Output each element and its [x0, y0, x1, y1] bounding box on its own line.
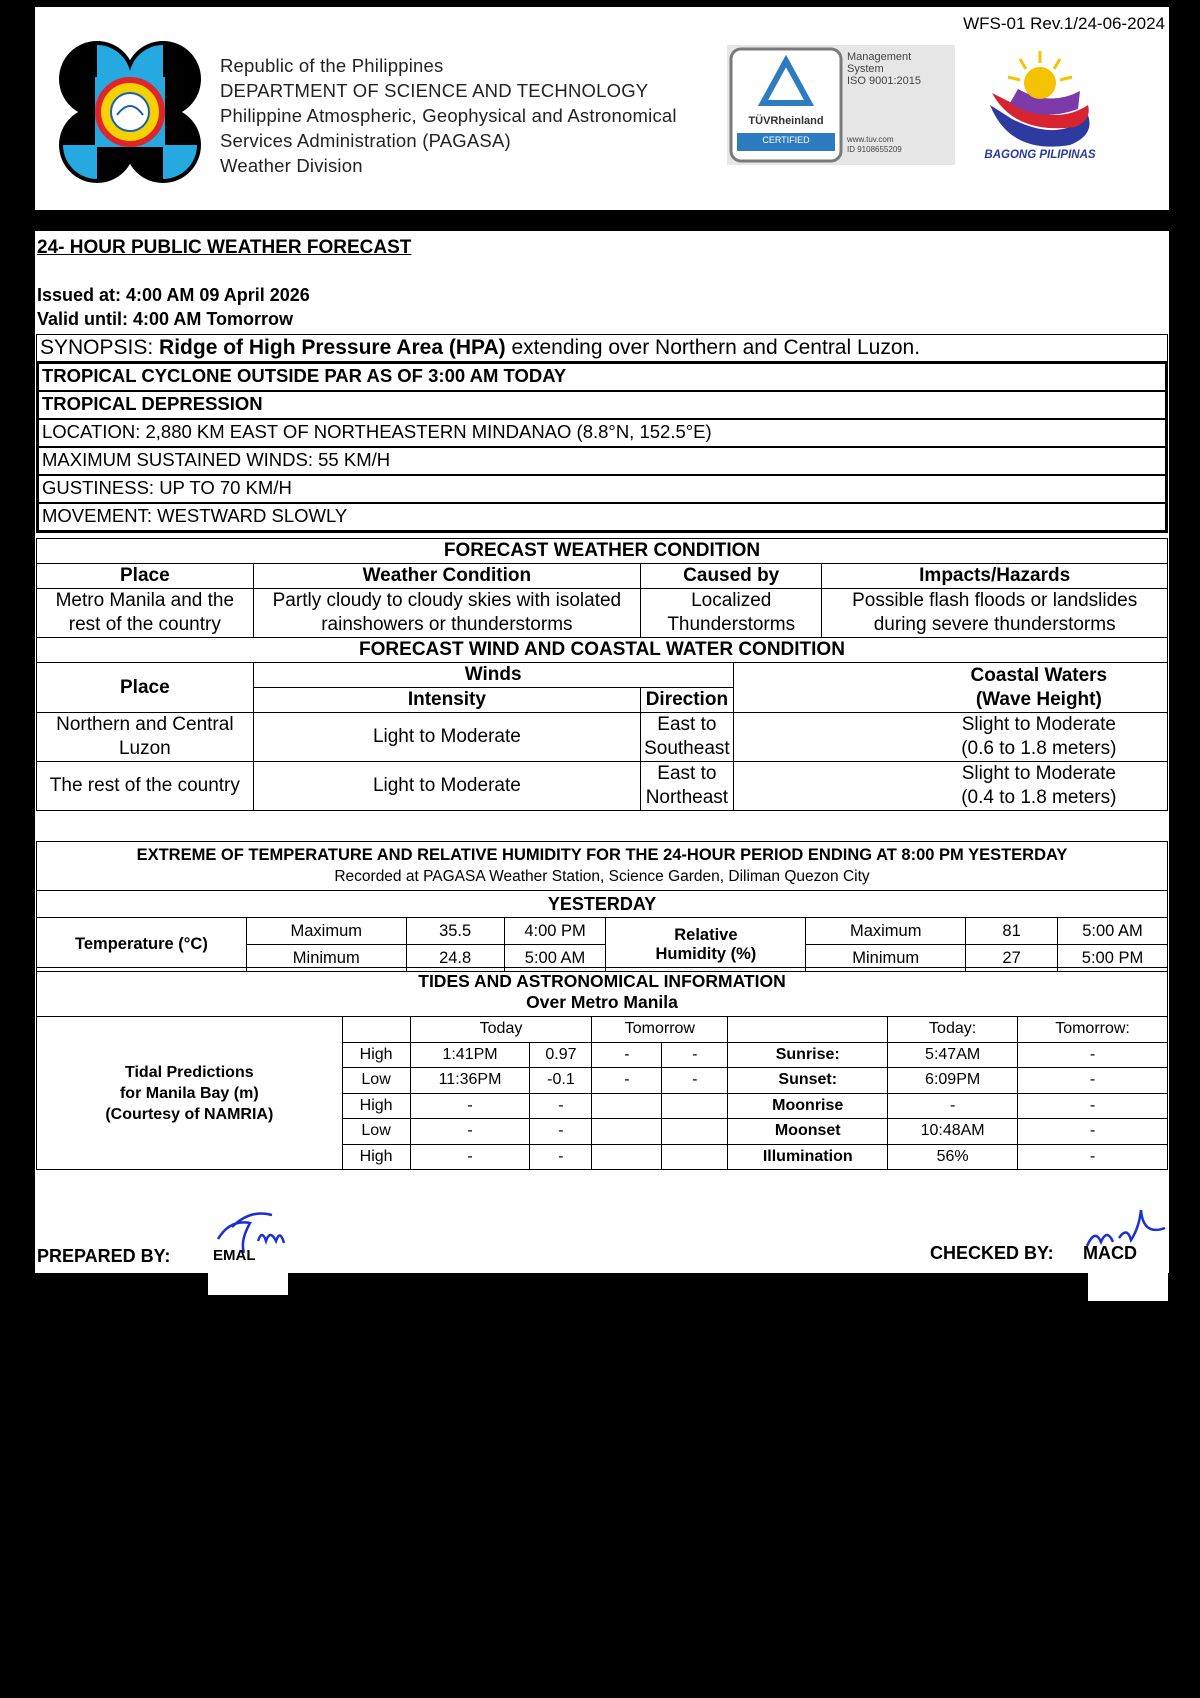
wind-place	[37, 713, 254, 762]
tuv-certified: CERTIFIED	[762, 135, 810, 145]
tide-tomorrow-time	[592, 1144, 662, 1170]
col-header-impacts: Impacts/Hazards	[822, 564, 1168, 589]
cell-line: rainshowers or thunderstorms	[321, 614, 573, 635]
cyclone-block	[37, 362, 1168, 533]
cell-line: (0.4 to 1.8 meters)	[961, 787, 1117, 808]
cell-line: Localized	[691, 590, 772, 611]
valid-until: Valid until: 4:00 AM Tomorrow	[37, 309, 294, 329]
cell-line: for Manila Bay (m)	[119, 1084, 259, 1102]
wind-direction: East to Northeast	[641, 762, 734, 811]
tide-value: -	[530, 1093, 592, 1119]
cell-line: (0.6 to 1.8 meters)	[961, 738, 1117, 759]
astro-tomorrow: -	[1018, 1042, 1168, 1068]
tide-tomorrow-value: -	[662, 1042, 728, 1068]
prepared-by-label: PREPARED BY:	[37, 1246, 171, 1266]
wind-waves	[733, 713, 1167, 762]
signature-stroke	[1087, 1210, 1165, 1246]
extremes-heading	[37, 842, 1168, 891]
tides-title: TIDES AND ASTRONOMICAL INFORMATION	[418, 971, 786, 991]
tuv-web: www.tuv.com	[847, 135, 894, 144]
extremes-subtitle: Recorded at PAGASA Weather Station, Science Garden, Diliman Quezon City	[334, 868, 870, 885]
rh-max-time: 5:00 AM	[1058, 918, 1168, 945]
bagong-pilipinas-text: BAGONG PILIPINAS	[984, 149, 1096, 161]
tides-heading	[37, 968, 1168, 1017]
astro-header-today: Today:	[888, 1017, 1018, 1043]
checked-by-initials: MACD	[1083, 1243, 1137, 1263]
tide-time: 1:41PM	[410, 1042, 530, 1068]
col-header-condition: Weather Condition	[253, 564, 640, 589]
wind-header-coastal	[733, 663, 1167, 713]
astro-blank-header	[728, 1017, 888, 1043]
cyclone-location: LOCATION: 2,880 KM EAST OF NORTHEASTERN MINDANAO (8.8°N, 152.5°E)	[37, 420, 1167, 448]
tuv-system-line: System	[847, 63, 884, 75]
cell-line: Slight to Moderate	[961, 714, 1116, 735]
agency-line: Weather Division	[220, 155, 363, 176]
tide-value: -	[530, 1119, 592, 1145]
extremes-period: YESTERDAY	[37, 891, 1168, 918]
tuv-system-line: Management	[847, 51, 912, 63]
astro-tomorrow: -	[1018, 1119, 1168, 1145]
forecast-document	[35, 231, 1169, 1273]
agency-line: Services Administration (PAGASA)	[220, 130, 511, 151]
issued-at: Issued at: 4:00 AM 09 April 2026	[37, 285, 310, 305]
tide-kind: High	[342, 1144, 410, 1170]
tuv-id-text	[847, 135, 902, 155]
form-code: WFS-01 Rev.1/24-06-2024	[963, 14, 1165, 33]
checked-signature	[1083, 1206, 1169, 1256]
cell-line: rest of the country	[68, 614, 221, 635]
cell-line: Luzon	[118, 738, 171, 759]
temp-max-time: 4:00 PM	[504, 918, 606, 945]
humidity-label	[606, 918, 806, 972]
astro-label: Moonrise	[728, 1093, 888, 1119]
tide-value: -	[530, 1144, 592, 1170]
wind-header-winds: Winds	[253, 663, 733, 688]
temp-min-time: 5:00 AM	[504, 945, 606, 972]
pagasa-logo	[55, 37, 205, 187]
astro-label: Sunset:	[728, 1068, 888, 1094]
tide-time: -	[410, 1144, 530, 1170]
synopsis-label: SYNOPSIS:	[40, 336, 154, 359]
cell-line: during severe thunderstorms	[873, 614, 1116, 635]
astro-tomorrow: -	[1018, 1068, 1168, 1094]
cyclone-cell	[37, 362, 1168, 533]
cell-line: (Wave Height)	[975, 688, 1102, 710]
weather-place	[37, 589, 254, 638]
wind-header-direction: Direction	[641, 688, 734, 713]
signature-patch	[1088, 1273, 1168, 1301]
cell-line: Partly cloudy to cloudy skies with isolated	[272, 590, 622, 611]
cell-line: (Courtesy of NAMRIA)	[105, 1105, 274, 1123]
tide-kind: High	[342, 1042, 410, 1068]
weather-impact	[822, 589, 1168, 638]
cell-line: Metro Manila and the	[55, 590, 235, 611]
tide-tomorrow-value	[662, 1093, 728, 1119]
tide-kind: Low	[342, 1068, 410, 1094]
wind-intensity: Light to Moderate	[253, 713, 640, 762]
wind-place: The rest of the country	[37, 762, 254, 811]
cyclone-gustiness: GUSTINESS: UP TO 70 KM/H	[37, 476, 1167, 504]
table-row	[37, 713, 1168, 762]
rh-min-time: 5:00 PM	[1058, 945, 1168, 972]
tide-tomorrow-time	[592, 1119, 662, 1145]
synopsis-text: extending over Northern and Central Luzon.	[511, 336, 921, 359]
cell-line: Relative	[674, 925, 738, 944]
tuv-brand: TÜVRheinland	[748, 115, 824, 127]
tidal-side-label	[37, 1017, 343, 1170]
issue-info	[37, 283, 310, 331]
temp-min-value: 24.8	[406, 945, 504, 972]
weather-cause	[641, 589, 822, 638]
checked-by-label: CHECKED BY:	[930, 1243, 1054, 1263]
astro-label: Illumination	[728, 1144, 888, 1170]
cell-line: Thunderstorms	[667, 614, 796, 635]
table-row	[37, 918, 1168, 945]
wind-direction: East to Southeast	[641, 713, 734, 762]
astro-today: -	[888, 1093, 1018, 1119]
col-header-cause: Caused by	[641, 564, 822, 589]
tide-time: -	[410, 1093, 530, 1119]
extremes-table	[36, 841, 1168, 972]
astro-label: Moonset	[728, 1119, 888, 1145]
wind-section-title: FORECAST WIND AND COASTAL WATER CONDITION	[37, 638, 1168, 663]
table-row	[37, 762, 1168, 811]
col-header-place: Place	[37, 564, 254, 589]
extremes-title: EXTREME OF TEMPERATURE AND RELATIVE HUMIDITY FOR THE 24-HOUR PERIOD ENDING AT 8:00 PM YESTERDAY	[136, 846, 1068, 864]
table-row	[37, 589, 1168, 638]
astro-today: 5:47AM	[888, 1042, 1018, 1068]
tide-tomorrow-value	[662, 1144, 728, 1170]
cell-line: Humidity (%)	[655, 944, 757, 963]
tuv-certification-badge	[727, 45, 955, 165]
agency-line: Republic of the Philippines	[220, 55, 444, 76]
tide-kind: Low	[342, 1119, 410, 1145]
tides-table	[36, 967, 1168, 1170]
astro-tomorrow: -	[1018, 1093, 1168, 1119]
tide-value: -0.1	[530, 1068, 592, 1094]
tuv-system-line: ISO 9001:2015	[847, 75, 922, 87]
astro-today: 10:48AM	[888, 1119, 1018, 1145]
weather-condition	[253, 589, 640, 638]
synopsis-cell	[37, 335, 1168, 362]
cyclone-type: TROPICAL DEPRESSION	[37, 392, 1167, 420]
wind-header-place: Place	[37, 663, 254, 713]
tides-subtitle: Over Metro Manila	[526, 992, 678, 1012]
tide-tomorrow-time	[592, 1093, 662, 1119]
cell-line: Northern and Central	[56, 714, 234, 735]
tide-header-tomorrow: Tomorrow	[592, 1017, 728, 1043]
astro-label: Sunrise:	[728, 1042, 888, 1068]
astro-today: 56%	[888, 1144, 1018, 1170]
tide-header-today: Today	[410, 1017, 592, 1043]
tide-blank-header	[342, 1017, 410, 1043]
temperature-label: Temperature (°C)	[37, 918, 247, 972]
rh-min-label: Minimum	[806, 945, 966, 972]
astro-header-tomorrow: Tomorrow:	[1018, 1017, 1168, 1043]
cell-line: Tidal Predictions	[125, 1063, 254, 1081]
tide-time: 11:36PM	[410, 1068, 530, 1094]
tide-kind: High	[342, 1093, 410, 1119]
agency-line: DEPARTMENT OF SCIENCE AND TECHNOLOGY	[220, 80, 649, 101]
wind-intensity: Light to Moderate	[253, 762, 640, 811]
cyclone-movement: MOVEMENT: WESTWARD SLOWLY	[37, 504, 1167, 532]
letterhead	[35, 7, 1169, 210]
tide-tomorrow-time: -	[592, 1068, 662, 1094]
signature-patch	[208, 1273, 288, 1295]
forecast-title: 24- HOUR PUBLIC WEATHER FORECAST	[37, 237, 412, 258]
cell-line: Slight to Moderate	[961, 763, 1116, 784]
cell-line: Coastal Waters	[970, 664, 1108, 686]
astro-today: 6:09PM	[888, 1068, 1018, 1094]
temp-max-value: 35.5	[406, 918, 504, 945]
astro-tomorrow: -	[1018, 1144, 1168, 1170]
synopsis-row	[37, 335, 1168, 362]
forecast-weather-table	[36, 538, 1168, 811]
synopsis-table	[36, 334, 1168, 533]
tuv-id: ID 9108655209	[847, 145, 902, 154]
prepared-by-initials: EMAL	[213, 1247, 256, 1264]
temp-max-label: Maximum	[246, 918, 406, 945]
rh-max-value: 81	[966, 918, 1058, 945]
wind-waves	[733, 762, 1167, 811]
tuv-system-text	[847, 51, 921, 87]
cyclone-header: TROPICAL CYCLONE OUTSIDE PAR AS OF 3:00 AM TODAY	[37, 362, 1167, 392]
tide-tomorrow-value	[662, 1119, 728, 1145]
wind-header-intensity: Intensity	[253, 688, 640, 713]
tide-tomorrow-time: -	[592, 1042, 662, 1068]
agency-line: Philippine Atmospheric, Geophysical and Astronomical	[220, 105, 677, 126]
agency-block	[220, 53, 677, 178]
weather-section-title: FORECAST WEATHER CONDITION	[37, 539, 1168, 564]
cell-line: Possible flash floods or landslides	[852, 590, 1138, 611]
rh-min-value: 27	[966, 945, 1058, 972]
tide-value: 0.97	[530, 1042, 592, 1068]
tide-time: -	[410, 1119, 530, 1145]
rh-max-label: Maximum	[806, 918, 966, 945]
cyclone-winds: MAXIMUM SUSTAINED WINDS: 55 KM/H	[37, 448, 1167, 476]
tide-tomorrow-value: -	[662, 1068, 728, 1094]
synopsis-system: Ridge of High Pressure Area (HPA)	[159, 336, 506, 359]
temp-min-label: Minimum	[246, 945, 406, 972]
